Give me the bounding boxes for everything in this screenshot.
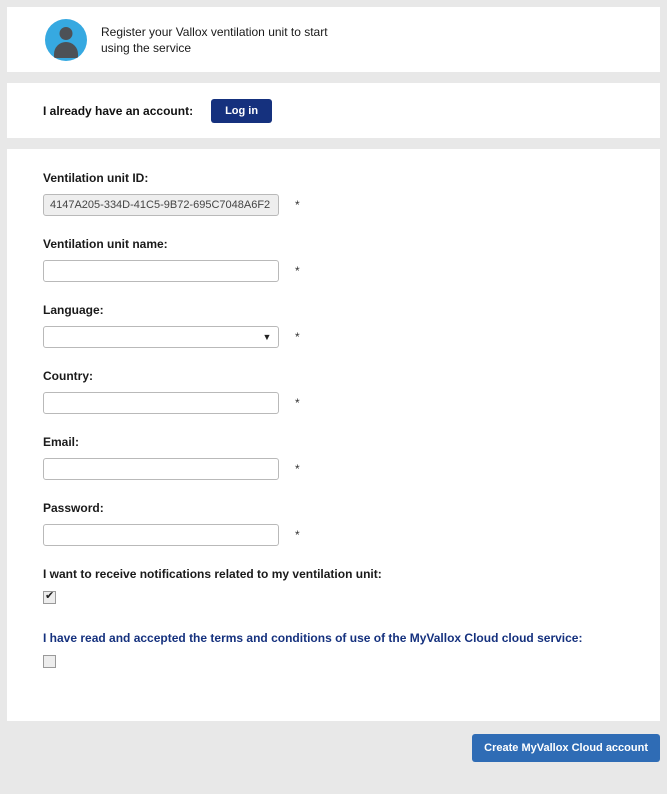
create-account-button[interactable]: Create MyVallox Cloud account (472, 734, 660, 762)
ventilation-unit-id-input[interactable] (43, 194, 279, 216)
required-marker: * (295, 264, 300, 278)
email-input[interactable] (43, 458, 279, 480)
email-label: Email: (43, 435, 80, 449)
password-label: Password: (43, 501, 104, 515)
terms-checkbox[interactable] (43, 655, 56, 668)
footer-actions (7, 734, 660, 762)
user-avatar-icon (45, 19, 87, 61)
registration-page (0, 7, 667, 794)
header-card (7, 7, 660, 72)
password-input[interactable] (43, 524, 279, 546)
password-row (43, 524, 624, 546)
chevron-down-icon[interactable]: ▼ (262, 332, 272, 342)
required-marker: * (295, 330, 300, 344)
required-marker: * (295, 198, 300, 212)
ventilation-unit-id-label: Ventilation unit ID: (43, 171, 149, 185)
required-marker: * (295, 528, 300, 542)
notifications-label: I want to receive notifications related to my ventilation unit: (43, 567, 382, 581)
required-marker: * (295, 462, 300, 476)
ventilation-unit-name-label: Ventilation unit name: (43, 237, 168, 251)
ventilation-unit-id-row (43, 194, 624, 216)
existing-account-card (7, 83, 660, 138)
language-label: Language: (43, 303, 104, 317)
notifications-checkbox[interactable] (43, 591, 56, 604)
email-row (43, 458, 624, 480)
header-message: Register your Vallox ventilation unit to start using the service (101, 24, 328, 55)
country-label: Country: (43, 369, 93, 383)
ventilation-unit-name-row (43, 260, 624, 282)
log-in-button[interactable]: Log in (211, 99, 272, 123)
terms-and-conditions-link[interactable]: I have read and accepted the terms and conditions of use of the MyVallox Cloud cloud service: (43, 631, 583, 645)
required-marker: * (295, 396, 300, 410)
avatar-head-shape (60, 27, 73, 40)
country-row (43, 392, 624, 414)
language-row (43, 326, 624, 348)
country-input[interactable] (43, 392, 279, 414)
avatar-body-shape (54, 42, 78, 58)
language-select[interactable] (43, 326, 279, 348)
registration-form-card (7, 149, 660, 721)
ventilation-unit-name-input[interactable] (43, 260, 279, 282)
existing-account-label: I already have an account: (43, 103, 194, 118)
